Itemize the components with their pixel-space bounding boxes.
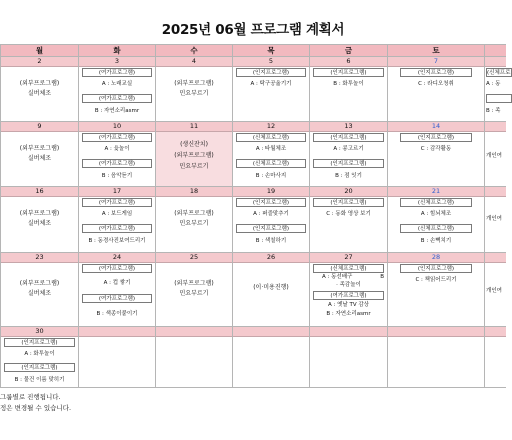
program-name: 민요부르기 [179,90,209,97]
day-cell [0,327,79,388]
weekday-thu: 목 [233,44,310,57]
day-cell [233,122,310,187]
date-number: 12 [233,122,309,132]
day-cell [233,57,310,122]
date-number: 4 [156,57,232,67]
program-item: C : 동화 영상 보기 [326,211,371,217]
date-number [233,327,309,337]
day-cell [310,57,388,122]
program-type: (외부프로그램) [174,210,214,217]
program-tag: (여가프로그램) [82,68,152,77]
program-tag: (인지프로그램) [236,68,306,77]
program-item: B : 손뼉치기 [420,238,452,244]
program-tag: (여가프로그램) [82,224,152,233]
program-item: B : 색종이붙이기 [96,311,138,317]
program-tag: (인지프로그램) [236,198,306,207]
date-number [485,122,506,132]
date-number: 9 [1,122,78,132]
date-number: 11 [156,122,232,132]
day-cell [233,253,310,327]
day-cell [0,187,79,253]
day-cell [156,253,233,327]
program-item: A : 동선배구 [322,274,353,280]
program-tag: (여가프로그램) [82,133,152,142]
program-type: (외부프로그램) [19,145,60,152]
program-tag: (여가프로그램) [82,159,152,168]
day-cell-empty [156,327,233,388]
program-type: (외부프로그램) [19,210,60,217]
date-number [485,187,506,197]
weekday-sat: 토 [388,44,485,57]
program-name: 실버체조 [27,155,52,162]
day-cell [388,57,485,122]
date-number: 24 [79,253,155,263]
day-cell-empty [310,327,388,388]
program-tag: (여가프로그램) [82,198,152,207]
program-item: B [380,274,384,280]
program-item: 개인여 [486,288,502,294]
date-number: 10 [79,122,155,132]
date-number: 18 [156,187,232,197]
program-item: A : 타월체조 [255,146,287,152]
program-tag: (인지프로그램) [4,338,75,347]
program-tag: (신체프로그램) [236,159,306,168]
program-item: 개인여 [486,216,502,222]
program-tag: (인지프로그램) [313,159,384,168]
date-number: 5 [233,57,309,67]
day-cell-birthday [156,122,233,187]
program-tag: (인지프로그램) [313,198,384,207]
date-number [485,57,506,67]
program-tag: (인지프로그램) [400,68,472,77]
program-tag: (인지프로그램) [400,133,472,142]
date-number [485,327,506,337]
day-cell [485,122,506,187]
day-cell [0,122,79,187]
program-tag: (신체프로 [487,70,511,76]
date-number: 26 [233,253,309,263]
program-tag: (신체프로그램) [313,264,384,273]
program-item: A : 퍼즐맞추기 [253,211,289,217]
program-name: 민요부르기 [179,163,209,170]
date-number: 20 [310,187,387,197]
program-type: (외부프로그램) [174,280,214,287]
day-cell [485,187,506,253]
weekday-sun [485,44,506,57]
program-tag: (인지프로그램) [400,264,472,273]
program-item: A : 옛날 TV 감상 [328,302,369,308]
weekday-tue: 화 [79,44,156,57]
day-cell [310,253,388,327]
day-cell [388,122,485,187]
program-item: 개인여 [486,153,502,159]
date-number: 19 [233,187,309,197]
program-item: B : 족 [486,108,501,114]
program-item: B : 손마사지 [255,173,287,179]
weekday-fri: 금 [310,44,388,57]
program-name: 민요부르기 [179,290,209,297]
date-number [79,327,155,337]
program-item: B : 점 잇기 [335,173,362,179]
date-number [388,327,484,337]
footnote: 그룹별로 진행됩니다. [0,393,61,401]
program-type: (생신잔치) [180,141,208,148]
date-number: 23 [1,253,78,263]
date-number: 25 [156,253,232,263]
day-cell [79,57,156,122]
day-cell [485,57,511,122]
page-title: 2025년 06월 프로그램 계획서 [161,22,345,38]
program-tag [486,94,512,103]
day-cell [485,253,506,327]
program-tag: (인지프로그램) [4,363,75,372]
date-number: 7 [388,57,484,67]
program-type: (외부프로그램) [174,152,214,159]
day-cell [310,122,388,187]
day-cell-empty [233,327,310,388]
weekday-wed: 수 [156,44,233,57]
program-tag: (여가프로그램) [82,94,152,103]
program-item: B : 동경사진보여드리기 [88,238,146,244]
date-number: 17 [79,187,155,197]
day-cell-empty [79,327,156,388]
date-number [310,327,387,337]
program-item: A : 힘뇌체조 [420,211,452,217]
day-cell [388,253,485,327]
program-item: C : 라디오청취 [418,81,454,87]
program-tag: (여가프로그램) [313,291,384,300]
program-item: A : 동 [486,81,501,87]
program-item: A : 윷놀이 [104,146,130,152]
program-item: A : 화투놀이 [24,351,55,357]
program-item: B : 화투놀이 [333,81,364,87]
program-item: A : 보드게임 [101,211,133,217]
program-item: B : 자연소리asmr [326,311,371,317]
program-item: C : 감각활동 [420,146,452,152]
date-number: 21 [388,187,484,197]
date-number [485,253,506,263]
day-cell [310,187,388,253]
program-tag: (신체프로그램) [400,198,472,207]
program-item: · 족감놀이 [336,282,361,288]
weekday-mon: 월 [0,44,79,57]
program-item: B : 물건 이름 맞히기 [14,377,65,383]
program-item: A : 탁구공옮기기 [250,81,292,87]
program-type: (외부프로그램) [174,80,214,87]
date-number: 2 [1,57,78,67]
date-number: 3 [79,57,155,67]
day-cell [233,187,310,253]
date-number: 6 [310,57,387,67]
program-tag: (신체프로그램) [236,133,306,142]
day-cell [79,187,156,253]
date-number: 28 [388,253,484,263]
program-name: 실버체조 [27,290,52,297]
program-item: A : 콩고르기 [333,146,364,152]
program-name: (이·미용진행) [253,284,289,291]
day-cell [79,253,156,327]
program-tag: (신체프로그램) [400,224,472,233]
program-item: A : 컵 쌓기 [103,280,131,286]
program-name: 실버체조 [27,220,52,227]
day-cell [388,187,485,253]
program-item: B : 색칠하기 [255,238,287,244]
program-item: B : 자연소리asmr [94,108,140,114]
program-name: 실버체조 [27,90,52,97]
program-tag: (인지프로그램) [313,133,384,142]
footnote: 정은 변경될 수 있습니다. [0,404,72,412]
day-cell [79,122,156,187]
calendar-grid [0,44,511,388]
date-number: 16 [1,187,78,197]
program-tag: (여가프로그램) [82,264,152,273]
date-number: 14 [388,122,484,132]
day-cell-empty [485,327,506,388]
day-cell [156,187,233,253]
day-cell [0,57,79,122]
date-number: 30 [1,327,78,337]
program-item: C : 책읽어드리기 [415,277,457,283]
program-tag: (여가프로그램) [82,294,152,303]
program-item: A : 노래교실 [101,81,133,87]
date-number [156,327,232,337]
program-type: (외부프로그램) [19,280,60,287]
day-cell [0,253,79,327]
program-type: (외부프로그램) [19,80,60,87]
day-cell [156,57,233,122]
program-item: B : 음악듣기 [101,173,133,179]
program-name: 민요부르기 [179,220,209,227]
day-cell-empty [388,327,485,388]
date-number: 27 [310,253,387,263]
program-tag: (인지프로그램) [236,224,306,233]
date-number: 13 [310,122,387,132]
program-tag: (인지프로그램) [313,68,384,77]
